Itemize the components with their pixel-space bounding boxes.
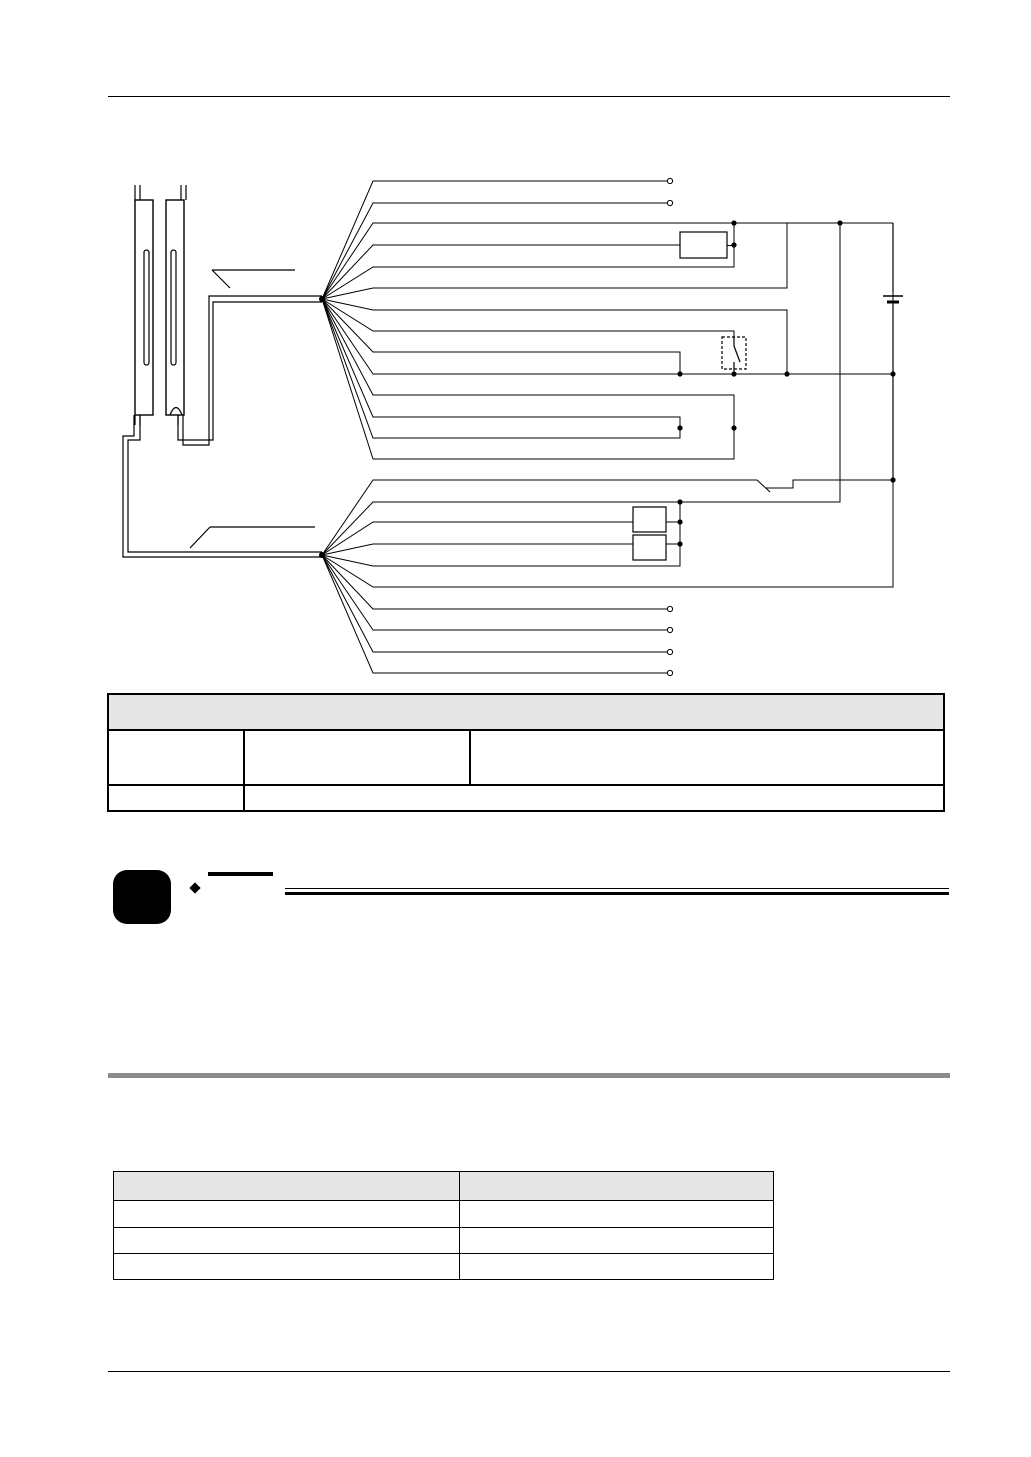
light-curtain-receiver [166, 185, 186, 425]
note-rule-thin [285, 888, 949, 889]
wiring-table-cell [244, 785, 944, 811]
spec-table-cell [460, 1228, 774, 1254]
reset-switch [722, 337, 746, 374]
wiring-table-cell [244, 730, 470, 785]
spec-table-cell [460, 1201, 774, 1228]
spec-table [113, 1171, 774, 1280]
wiring-table-header [108, 694, 944, 730]
receiver-cable [178, 270, 322, 445]
footer-rule [108, 1371, 950, 1372]
spec-table-cell [114, 1228, 460, 1254]
spec-table-header [114, 1172, 460, 1201]
note-rule-thick [285, 892, 949, 895]
spec-table-header [460, 1172, 774, 1201]
load-box [680, 232, 727, 258]
relay-k2 [633, 535, 666, 560]
spec-table-cell [460, 1254, 774, 1280]
note-icon [113, 870, 171, 924]
light-curtain-emitter [135, 185, 153, 425]
load-wire [727, 245, 734, 246]
lower-fanout [322, 223, 893, 673]
spec-table-cell [114, 1201, 460, 1228]
note-bullet-icon [189, 882, 200, 893]
open-terminals [667, 178, 672, 675]
section-divider [108, 1073, 950, 1078]
upper-fanout [322, 181, 893, 459]
relay-k1 [633, 507, 666, 532]
wiring-table-cell [108, 785, 244, 811]
spec-table-cell [114, 1254, 460, 1280]
wiring-table [107, 693, 945, 812]
junction-dots [319, 220, 896, 558]
power-supply [883, 223, 903, 480]
wiring-table-cell [108, 730, 244, 785]
note-title-bar [208, 872, 273, 876]
wiring-table-cell [470, 730, 944, 785]
emitter-cable [123, 415, 322, 557]
wiring-diagram [0, 0, 1031, 700]
